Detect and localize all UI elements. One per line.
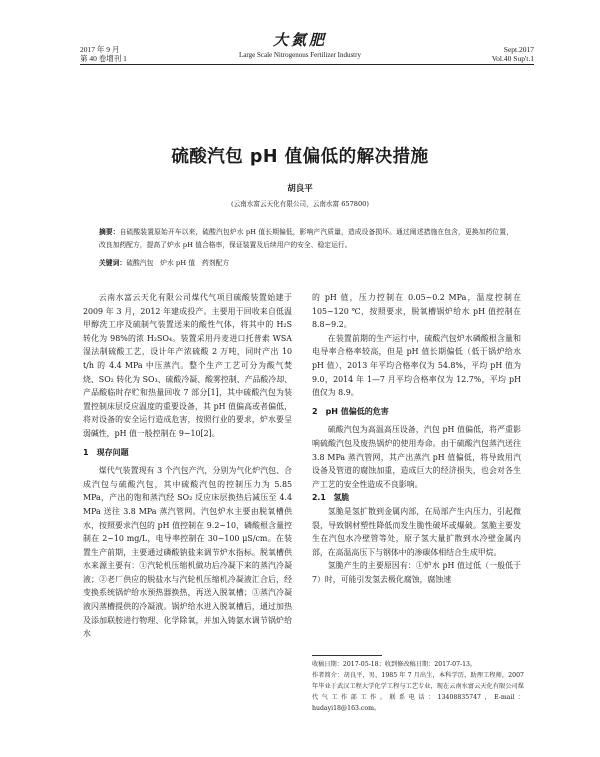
section-2-paragraph: 硫酸汽包为高温高压设备，汽包 pH 值偏低，将严重影响硫酸汽包及废热锅炉的使用寿命。由于硫酸汽包蒸汽送往 3.8 MPa 蒸汽管网，其产出蒸汽 pH 值偏低，将导致用汽设备及管道的腐蚀加重，造成巨大的经济损失，也会对各生产工艺的安全性造成不良影响。	[312, 425, 521, 489]
footnote-received: 收稿日期：2017-05-18；收到修改稿日期：2017-07-13。	[312, 661, 477, 668]
section-1-paragraph: 煤代气装置现有 3 个汽包产汽，分别为气化炉汽包、合成汽包与硫酸汽包，其中硫酸汽包的控制压力为 5.85 MPa，产出的饱和蒸汽经 SO₂ 反应床层换热后减压至 4.4 MPa 送往 3.8 MPa 蒸汽管网。汽包炉水主要由脱氧槽供水，按照要求汽包的 pH 值控制在 9.2~10，磷酸根含量控制在 2~10 mg/L，电导率控制在 30~100 μS/cm。在装置生产前期，主要通过磷酸钠盐来调节炉水指标。脱氧槽供水来源主要有：①汽轮机压缩机做功后冷凝下来的蒸汽冷凝液；②老厂供应的脱盐水与汽轮机压缩机冷凝液汇合后，经变换系统锅炉给水预热器换热，再送入脱氧槽；③蒸汽冷凝液闪蒸槽提供的冷凝液。锅炉给水进入脱氧槽后，通过加热及添加联胺进行物理、化学除氧，并加入铸氨水调节锅炉给水	[83, 466, 292, 639]
section-2-heading: 2 pH 值偏低的危害	[312, 406, 389, 416]
header-divider	[80, 64, 534, 65]
footnote-divider	[312, 655, 382, 656]
continued-paragraph: 的 pH 值，压力控制在 0.05~0.2 MPa，温度控制在 105~120 ℃，按照要求，脱氧槽锅炉给水 pH 值控制在 8.8~9.2。	[312, 293, 521, 330]
journal-logo: 大氮肥	[272, 33, 327, 49]
journal-date-volume-en	[492, 45, 534, 63]
operation-paragraph: 在装置前期的生产运行中，硫酸汽包炉水磷酸根含量和电导率合格率较高，但是 pH 值长期偏低（低于锅炉给水 pH 值），2013 年平均合格率仅为 54.8%，平均 pH 值为 9.0，2014 年 1—7 月平均合格率仅为 12.7%，平均 pH 值仅为 8.9。	[312, 333, 521, 398]
journal-volume-en: Vol.40 Sup't.1	[491, 54, 534, 63]
journal-english-name: Large Scale Nitrogenous Fertilizer Industry	[239, 51, 361, 59]
article-title: 硫酸汽包 pH 值偏低的解决措施	[171, 147, 429, 167]
subsection-2-1-paragraph: 氢脆是氢扩散到金属内部，在局部产生内压力，引起微裂，导致钢材塑性降低而发生脆性破坏或爆破。氢脆主要发生在汽包水冷壁管等处，原子氢大量扩散到水冷壁金属内部，在高温高压下与钢体中的渗碳体相结合生成甲烷。	[312, 506, 521, 557]
footnote-author-info: 作者简介：胡良平，男，1985 年 7 月出生，本科学历，助理工程师，2007 年毕业于武汉工程大学化学工程与工艺专业，现在云南水富云天化有限公司煤代气工作部工作。联系电话：13408835747，E-mail：hudayi18@163.com。	[312, 672, 524, 712]
subsection-2-1-paragraph-2: 氢脆产生的主要原因有：①炉水 pH 值过低（一般低于 7）时，可能引发氢去极化腐蚀，腐蚀速	[312, 561, 521, 584]
right-column	[312, 291, 521, 586]
journal-date-en: Sept.2017	[503, 45, 534, 54]
journal-volume: 第 40 卷增刊 1	[80, 54, 127, 63]
abstract	[99, 226, 513, 252]
abstract-text: 自硫酸装置原始开车以来，硫酸汽包炉水 pH 值长期偏低，影响产汽质量，造成设备损坏。通过阐述措施在包含，更换加药位置，改良加药配方，提高了炉水 pH 值合格率，保证装置及后续用户的安全、稳定运行。	[99, 228, 513, 249]
intro-paragraph: 云南水富云天化有限公司煤代气项目硫酸装置始建于 2009 年 3 月，2012 年建成投产。主要用于回收来自低温甲醇洗工序及硫制气装置送来的酸性气体，将其中的 H₂S 转化为 98%的浓 H₂SO₄。装置采用丹麦进口托普索 WSA 湿法制硫酸工艺，设计年产浓硫酸 2 万吨，同时产出 10 t/h 的 4.4 MPa 中压蒸汽。整个生产工艺可分为酸气焚烧、SO₂ 转化为 SO₃、硫酸冷凝、酸雾控制、产品酸冷却、产品酸临时存贮和热量回收 7 部分[1]，其中硫酸汽包为装置控制床层反应温度的重要设备，其 pH 值偏高或者偏低，将对设备的安全运行造成危害，按照行业的要求，炉水要呈弱碱性，pH 值一般控制在 9~10[2]。	[83, 293, 292, 438]
article-affiliation: (云南水富云天化有限公司，云南水富 657800)	[231, 200, 369, 208]
left-column	[83, 291, 292, 641]
keywords-text: 硫酸汽包 炉水 pH 值 药剂配方	[126, 259, 230, 267]
keywords-label: 关键词：	[99, 259, 127, 267]
section-1-heading: 1 现存问题	[83, 447, 129, 457]
article-author: 胡良平	[287, 184, 313, 194]
subsection-2-1-heading: 2.1 氢脆	[312, 493, 350, 503]
footnote	[312, 659, 524, 714]
keywords	[99, 258, 513, 269]
abstract-label: 摘要：	[99, 228, 120, 236]
journal-date: 2017 年 9 月	[80, 45, 120, 54]
